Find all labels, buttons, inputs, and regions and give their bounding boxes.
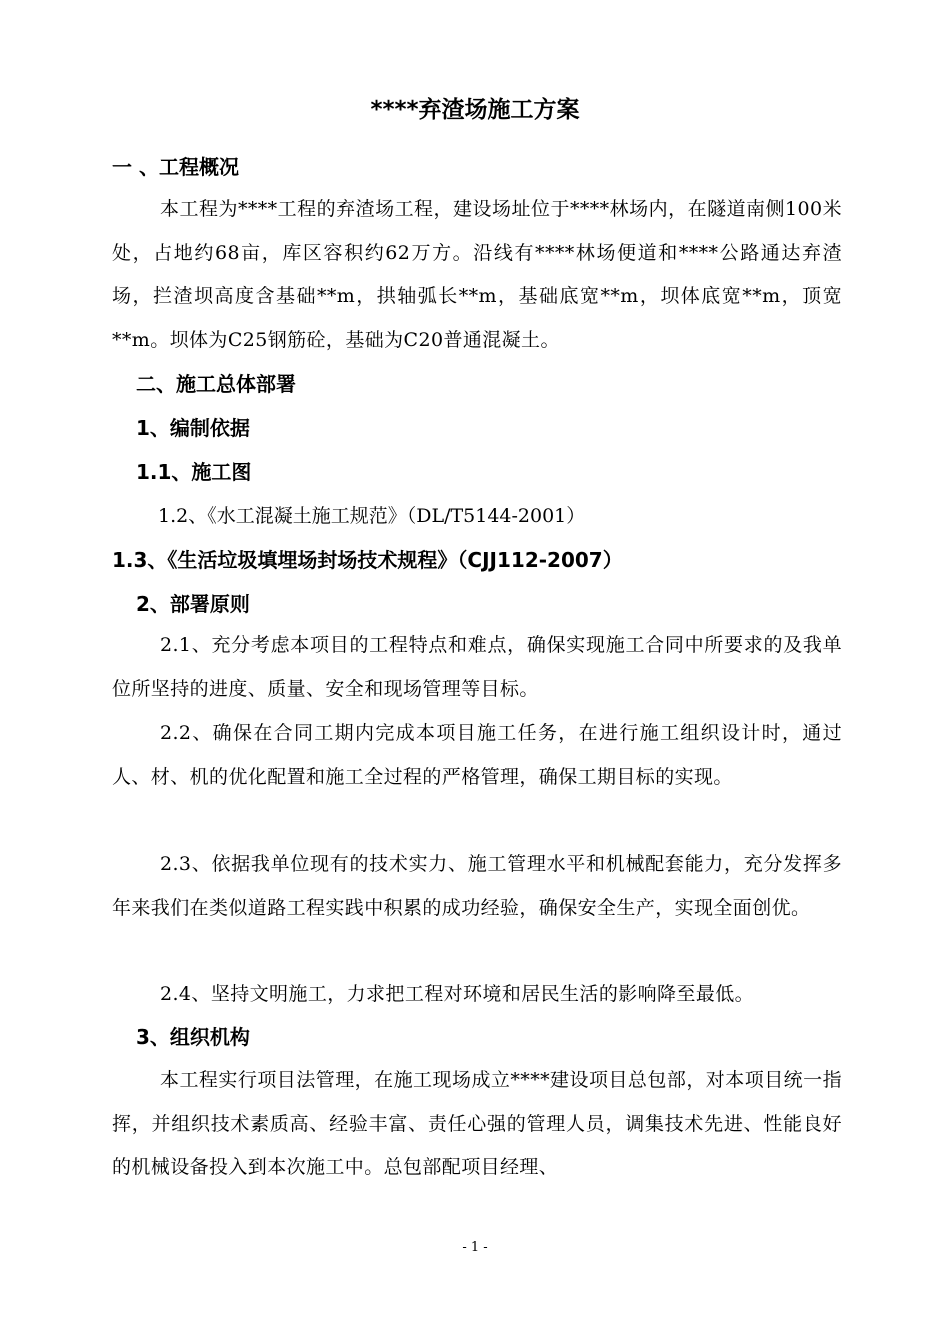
heading-organization: 3、组织机构	[136, 1025, 250, 1049]
reference-landfill-closure-spec: 1.3、《生活垃圾填埋场封场技术规程》（CJJ112-2007）	[112, 548, 623, 572]
heading-construction-drawings: 1.1、施工图	[136, 460, 252, 484]
heading-compilation-basis: 1、编制依据	[136, 416, 250, 440]
reference-hydraulic-concrete-spec: 1.2、《水工混凝土施工规范》（DL/T5144-2001）	[158, 505, 586, 527]
paragraph-organization: 本工程实行项目法管理，在施工现场成立****建设项目总包部，对本项目统一指挥，并组织技术素质高、经验丰富、责任心强的管理人员，调集技术先进、性能良好的机械设备投入到本次施工中。总包部配项目经理、	[112, 1069, 842, 1178]
paragraph-project-overview: 本工程为****工程的弃渣场工程，建设场址位于****林场内，在隧道南侧100米处，占地约68亩，库区容积约62万方。沿线有****林场便道和****公路通达弃渣场，拦渣坝高度含基础**m，拱轴弧长**m，基础底宽**m，坝体底宽**m，顶宽**m。坝体为C25钢筋砼，基础为C20普通混凝土。	[112, 198, 842, 351]
heading-project-overview: 一 、工程概况	[112, 155, 239, 179]
paragraph-principle-2-1: 2.1、充分考虑本项目的工程特点和难点，确保实现施工合同中所要求的及我单位所坚持的进度、质量、安全和现场管理等目标。	[112, 634, 842, 700]
page-number: - 1 -	[462, 1240, 488, 1255]
heading-deployment-principles: 2、部署原则	[136, 592, 250, 616]
paragraph-principle-2-3: 2.3、依据我单位现有的技术实力、施工管理水平和机械配套能力，充分发挥多年来我们在类似道路工程实践中积累的成功经验，确保安全生产，实现全面创优。	[112, 853, 842, 919]
heading-overall-deployment: 二、施工总体部署	[136, 372, 296, 396]
paragraph-principle-2-4: 2.4、坚持文明施工，力求把工程对环境和居民生活的影响降至最低。	[160, 983, 755, 1005]
paragraph-principle-2-2: 2.2、确保在合同工期内完成本项目施工任务，在进行施工组织设计时，通过人、材、机的优化配置和施工全过程的严格管理，确保工期目标的实现。	[112, 722, 842, 788]
document-title: ****弃渣场施工方案	[370, 97, 580, 123]
